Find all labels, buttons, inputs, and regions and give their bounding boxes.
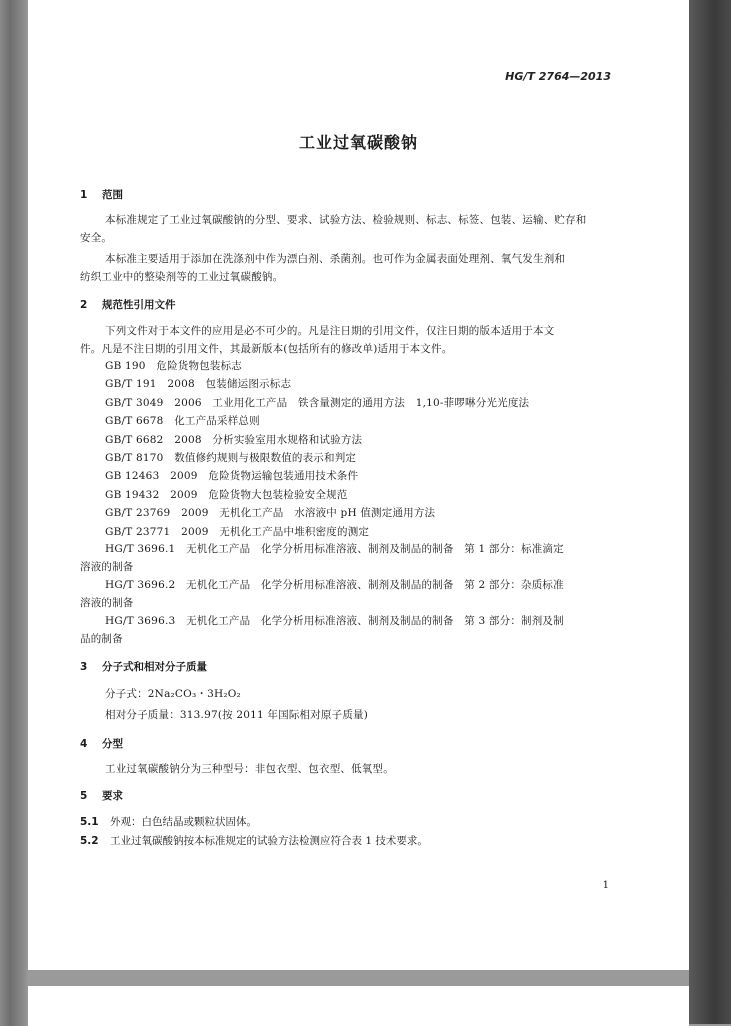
molecular-formula: 分子式：2Na₂CO₃・3H₂O₂ [105, 688, 241, 700]
document-page[interactable] [28, 0, 689, 970]
section-3-heading [80, 659, 207, 674]
reference-item: GB/T 3049 2006 工业用化工产品 铁含量测定的通用方法 1,10-菲啰啉分光光度法 [105, 396, 530, 409]
subsection-text: 外观：白色结晶或颗粒状固体。 [110, 816, 257, 828]
molecular-mass: 相对分子质量：313.97(按 2011 年国际相对原子质量) [105, 709, 369, 721]
reference-list [105, 358, 529, 542]
reference-item: 溶液的制备 [80, 561, 134, 573]
section-title: 分型 [102, 738, 123, 750]
reference-item: GB/T 23769 2009 无机化工产品 水溶液中 pH 值测定通用方法 [105, 507, 436, 520]
reference-item: HG/T 3696.1 无机化工产品 化学分析用标准溶液、制剂及制品的制备 第 1 部分：标准滴定 [105, 543, 564, 555]
subsection-number: 5.2 [80, 835, 99, 847]
reference-item: HG/T 3696.3 无机化工产品 化学分析用标准溶液、制剂及制品的制备 第 3 部分：制剂及制 [105, 615, 564, 627]
section-title: 规范性引用文件 [102, 299, 176, 311]
reference-item: GB 12463 2009 危险货物运输包装通用技术条件 [105, 470, 359, 483]
next-page-edge [28, 986, 689, 1026]
paragraph: 安全。 [80, 232, 113, 244]
paragraph: 工业过氧碳酸钠分为三种型号：非包衣型、包衣型、低氧型。 [105, 763, 394, 775]
section-5-heading [80, 788, 123, 803]
reference-item: GB/T 191 2008 包装储运图示标志 [105, 378, 292, 391]
reference-item: GB/T 8170 数值修约规则与极限数值的表示和判定 [105, 451, 357, 464]
document-title: 工业过氧碳酸钠 [298, 133, 418, 152]
paragraph: 本标准主要适用于添加在洗涤剂中作为漂白剂、杀菌剂。也可作为金属表面处理剂、氧气发生剂和 [105, 253, 566, 265]
section-title: 范围 [102, 189, 123, 201]
section-number: 1 [80, 189, 88, 201]
section-number: 5 [80, 790, 88, 802]
subsection-number: 5.1 [80, 816, 99, 828]
section-title: 分子式和相对分子质量 [102, 661, 207, 673]
section-number: 3 [80, 661, 88, 673]
section-1-heading [80, 187, 123, 202]
paragraph: 纺织工业中的整染剂等的工业过氧碳酸钠。 [80, 271, 284, 283]
reference-item: 溶液的制备 [80, 597, 134, 609]
reference-item: GB 19432 2009 危险货物大包装检验安全规范 [105, 488, 348, 501]
subsection-5-2 [80, 833, 428, 848]
scanner-edge [689, 0, 731, 1024]
subsection-text: 工业过氧碳酸钠按本标准规定的试验方法检测应符合表 1 技术要求。 [110, 835, 428, 847]
paragraph: 本标准规定了工业过氧碳酸钠的分型、要求、试验方法、检验规则、标志、标签、包装、运输、贮存和 [105, 214, 587, 226]
reference-item: 品的制备 [80, 633, 123, 645]
paragraph: 下列文件对于本文件的应用是必不可少的。凡是注日期的引用文件，仅注日期的版本适用于本文 [105, 325, 555, 337]
section-number: 2 [80, 299, 88, 311]
reference-item: GB/T 6682 2008 分析实验室用水规格和试验方法 [105, 433, 363, 446]
reference-item: GB/T 23771 2009 无机化工产品中堆积密度的测定 [105, 525, 370, 538]
reference-item: GB 190 危险货物包装标志 [105, 360, 242, 372]
section-4-heading [80, 736, 123, 751]
subsection-5-1 [80, 814, 257, 829]
reference-item: HG/T 3696.2 无机化工产品 化学分析用标准溶液、制剂及制品的制备 第 2 部分：杂质标准 [105, 579, 564, 591]
section-2-heading [80, 297, 176, 312]
section-number: 4 [80, 738, 88, 750]
reference-item: GB/T 6678 化工产品采样总则 [105, 415, 260, 428]
standard-code: HG/T 2764—2013 [505, 70, 611, 83]
paragraph: 件。凡是不注日期的引用文件，其最新版本(包括所有的修改单)适用于本文件。 [80, 343, 453, 355]
page-number: 1 [602, 880, 609, 891]
section-title: 要求 [102, 790, 123, 802]
